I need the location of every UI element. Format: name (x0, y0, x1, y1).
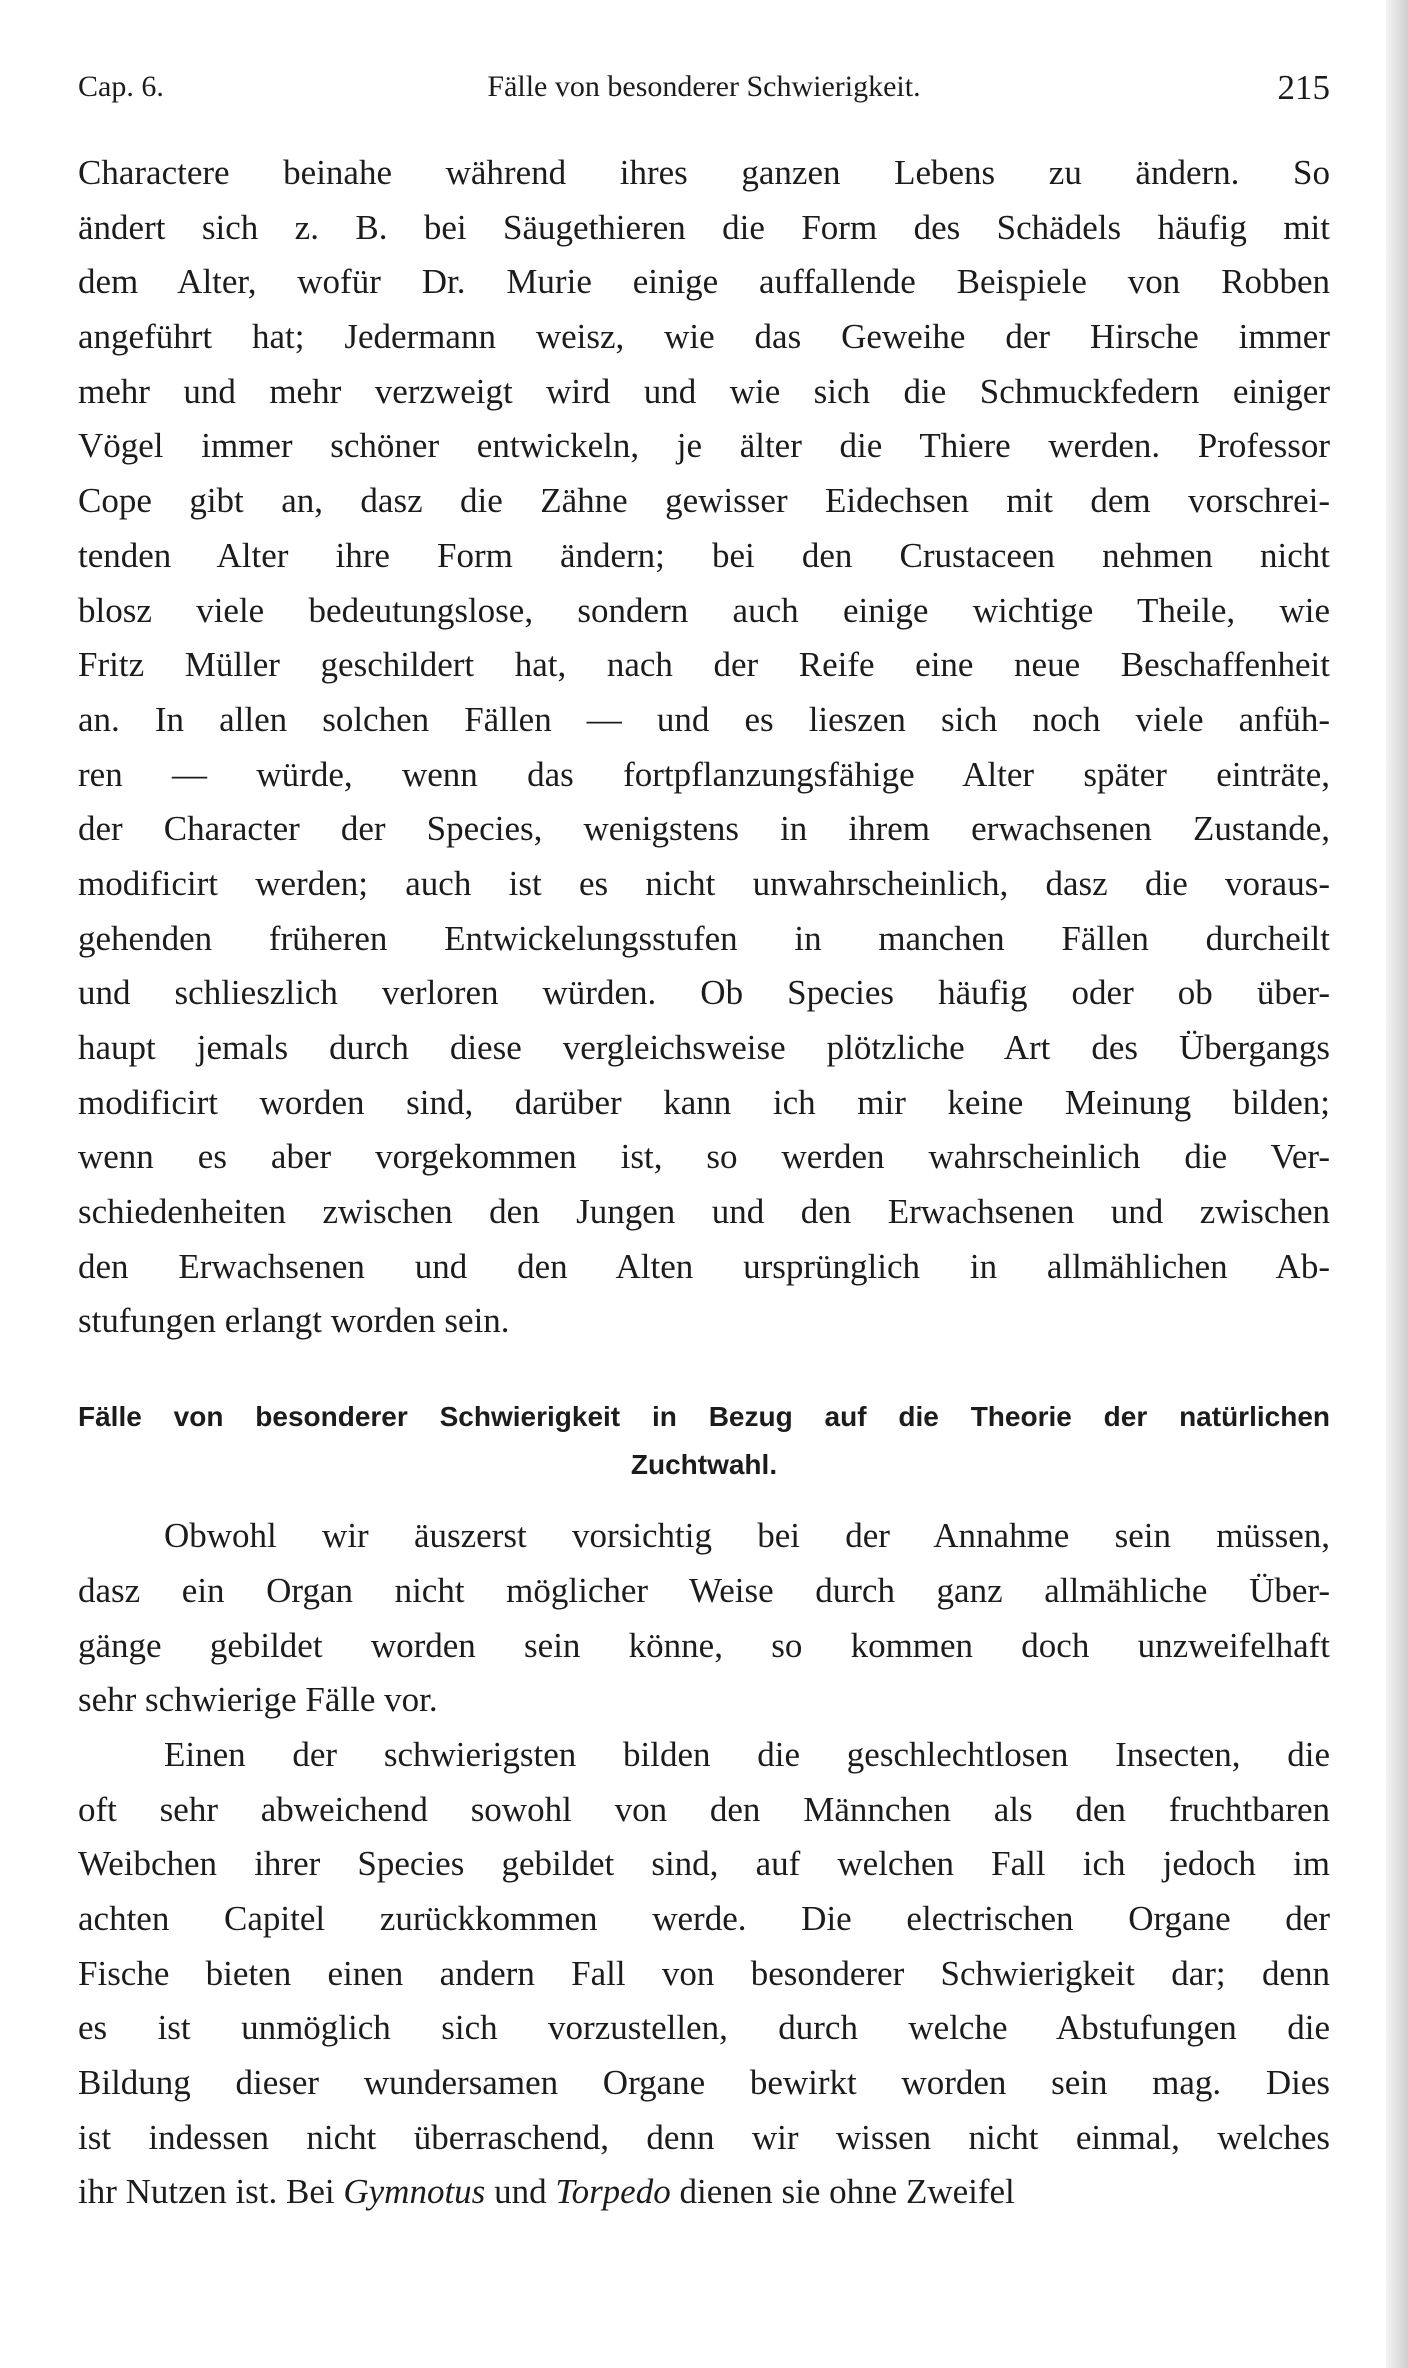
text-line: Fische bieten einen andern Fall von besonderer Schwierigkeit dar; denn (78, 1953, 1330, 1993)
text-line-part: und (485, 2172, 556, 2212)
body-text (78, 146, 1330, 2220)
text-line: dem Alter, wofür Dr. Murie einige auffallende Beispiele von Robben (78, 262, 1330, 302)
text-line: haupt jemals durch diese vergleichsweise plötzliche Art des Übergangs (78, 1028, 1330, 1067)
text-line: ren — würde, wenn das fortpflanzungsfähige Alter später einträte, (78, 754, 1330, 794)
text-line: ist indessen nicht überraschend, denn wir wissen nicht einmal, welches (78, 2117, 1330, 2157)
running-header (78, 70, 1330, 110)
text-line: gänge gebildet worden sein könne, so kommen doch unzweifelhaft (78, 1625, 1330, 1665)
section-heading-line-2: Zuchtwahl. (630, 1449, 778, 1481)
page-number: 215 (1277, 68, 1330, 107)
genus-torpedo: Torpedo (555, 2172, 671, 2212)
text-line: der Character der Species, wenigstens in ihrem erwachsenen Zustande, (78, 809, 1330, 849)
paragraph-1 (78, 146, 1330, 1349)
text-line-part: dienen sie ohne Zweifel (670, 2172, 1015, 2212)
text-line: oft sehr abweichend sowohl von den Männchen als den fruchtbaren (78, 1789, 1330, 1829)
text-line: modificirt werden; auch ist es nicht unwahrscheinlich, dasz die voraus- (78, 863, 1330, 903)
text-line: Vögel immer schöner entwickeln, je älter die Thiere werden. Professor (78, 426, 1330, 466)
paragraph-3 (78, 1728, 1330, 2166)
text-line: sehr schwierige Fälle vor. (78, 1680, 438, 1720)
text-line: tenden Alter ihre Form ändern; bei den Crustaceen nehmen nicht (78, 535, 1330, 575)
text-line: gehenden früheren Entwickelungsstufen in manchen Fällen durcheilt (78, 918, 1330, 958)
text-line: Cope gibt an, dasz die Zähne gewisser Eidechsen mit dem vorschrei- (78, 481, 1330, 521)
text-line: mehr und mehr verzweigt wird und wie sich die Schmuckfedern einiger (78, 371, 1330, 411)
text-line: stufungen erlangt worden sein. (78, 1301, 510, 1341)
text-line: Weibchen ihrer Species gebildet sind, auf welchen Fall ich jedoch im (78, 1844, 1330, 1884)
section-heading-line-1: Fälle von besonderer Schwierigkeit in Bezug auf die Theorie der natürlichen (78, 1401, 1330, 1433)
text-line: dasz ein Organ nicht möglicher Weise durch ganz allmähliche Über- (78, 1570, 1330, 1610)
page-edge-shadow (1386, 0, 1408, 2368)
text-line: achten Capitel zurückkommen werde. Die electrischen Organe der (78, 1898, 1330, 1938)
text-line: Obwohl wir äuszerst vorsichtig bei der Annahme sein müssen, (164, 1516, 1330, 1556)
text-line: blosz viele bedeutungslose, sondern auch einige wichtige Theile, wie (78, 590, 1330, 630)
text-line: es ist unmöglich sich vorzustellen, durch welche Abstufungen die (78, 2008, 1330, 2048)
text-line: Charactere beinahe während ihres ganzen Lebens zu ändern. So (78, 153, 1330, 192)
text-line: angeführt hat; Jedermann weisz, wie das Geweihe der Hirsche immer (78, 317, 1330, 357)
text-line: den Erwachsenen und den Alten ursprünglich in allmählichen Ab- (78, 1246, 1330, 1286)
genus-gymnotus: Gymnotus (343, 2172, 486, 2212)
text-line: an. In allen solchen Fällen — und es lieszen sich noch viele anfüh- (78, 699, 1330, 739)
running-title: Fälle von besonderer Schwierigkeit. (487, 70, 921, 103)
section-heading (78, 1393, 1330, 1489)
paragraph-2 (78, 1509, 1330, 1728)
chapter-label: Cap. 6. (78, 70, 164, 103)
text-line: und schlieszlich verloren würden. Ob Species häufig oder ob über- (78, 973, 1330, 1013)
text-line: Fritz Müller geschildert hat, nach der Reife eine neue Beschaffenheit (78, 645, 1330, 685)
text-line: Einen der schwierigsten bilden die geschlechtlosen Insecten, die (164, 1734, 1330, 1774)
text-line: Bildung dieser wundersamen Organe bewirkt worden sein mag. Dies (78, 2063, 1330, 2102)
text-line-part: ihr Nutzen ist. Bei (78, 2172, 344, 2212)
text-line: ändert sich z. B. bei Säugethieren die Form des Schädels häufig mit (78, 207, 1330, 247)
text-line: schiedenheiten zwischen den Jungen und den Erwachsenen und zwischen (78, 1192, 1330, 1232)
text-line (78, 2165, 1330, 2220)
text-line: wenn es aber vorgekommen ist, so werden wahrscheinlich die Ver- (78, 1137, 1330, 1177)
text-line: modificirt worden sind, darüber kann ich mir keine Meinung bilden; (78, 1082, 1330, 1122)
